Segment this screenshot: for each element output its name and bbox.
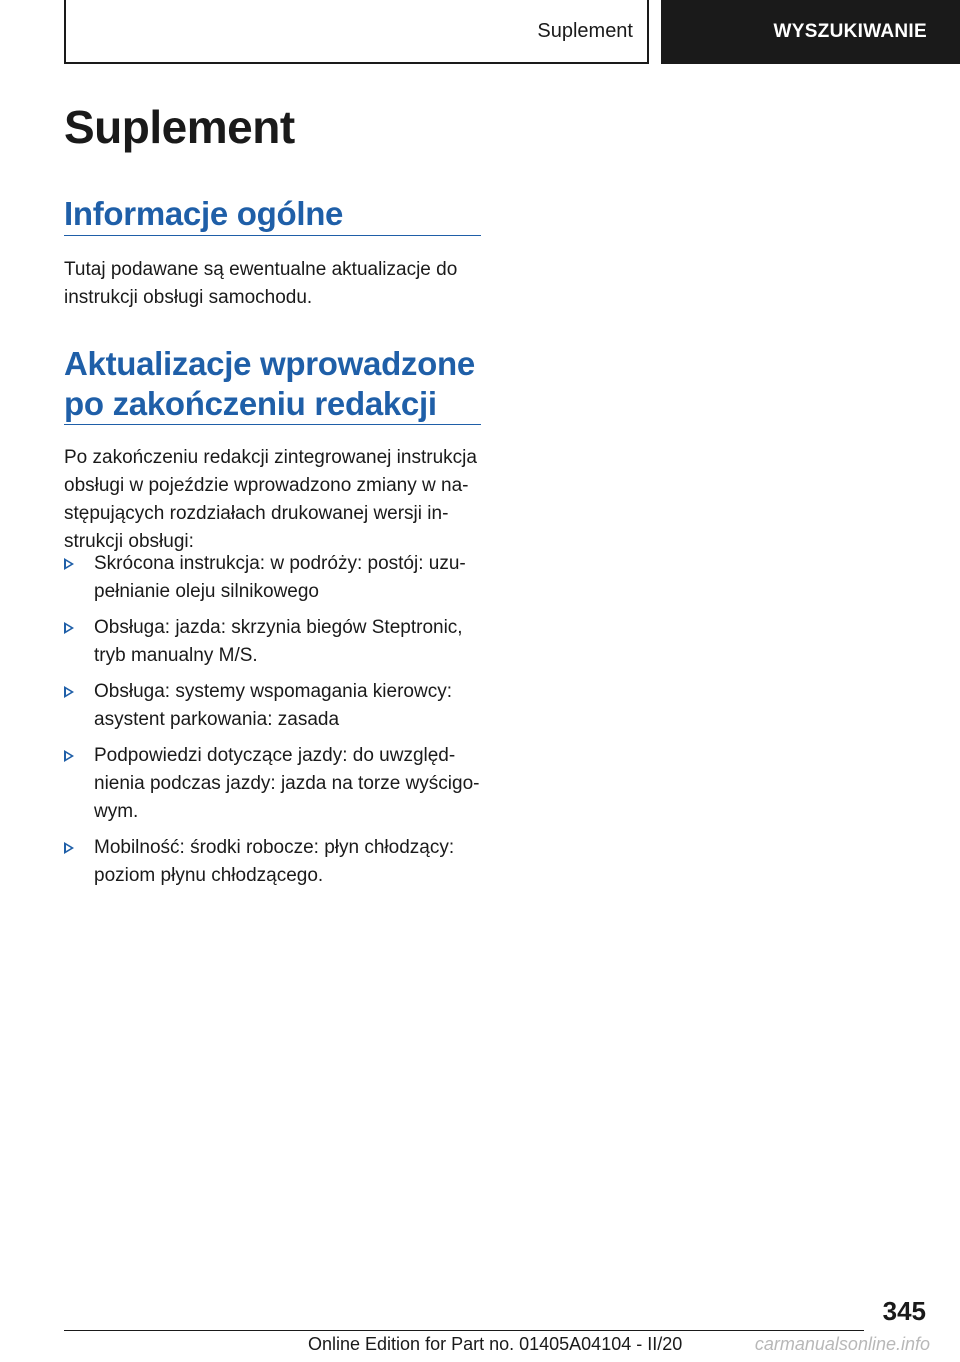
list-item-text: Mobilność: środki robocze: płyn chłodzący: poziom płynu chłodzącego.	[94, 837, 455, 886]
triangle-bullet-icon	[64, 750, 74, 762]
list-item	[64, 614, 482, 670]
list-item-text: Obsługa: jazda: skrzynia biegów Steptronic, tryb manualny M/S.	[94, 617, 463, 666]
section-tab[interactable]: Suplement	[64, 0, 649, 64]
list-item-text: Podpowiedzi dotyczące jazdy: do uwzględnienia podczas jazdy: jazda na torze wyścigowym.	[94, 745, 480, 822]
section-paragraph-updates: Po zakończeniu redakcji zintegrowanej instrukcja obsługi w pojeździe wprowadzono zmiany w następujących rozdziałach drukowanej wersji instrukcji obsługi:	[64, 447, 477, 552]
section-heading-updates: Aktualizacje wprowadzone po zakończeniu redakcji	[64, 345, 475, 422]
list-item-text: Skrócona instrukcja: w podróży: postój: uzupełnianie oleju silnikowego	[94, 553, 466, 602]
triangle-bullet-icon	[64, 842, 74, 854]
list-item	[64, 678, 482, 734]
list-item	[64, 742, 482, 826]
watermark: carmanualsonline.info	[754, 1334, 930, 1354]
triangle-bullet-icon	[64, 686, 74, 698]
footer-divider	[64, 1330, 864, 1331]
list-item	[64, 834, 482, 890]
page-header	[0, 0, 960, 66]
triangle-bullet-icon	[64, 622, 74, 634]
page-number: 345	[882, 1296, 926, 1326]
section-heading-general: Informacje ogólne	[64, 195, 344, 232]
triangle-bullet-icon	[64, 558, 74, 570]
search-button[interactable]: WYSZUKIWANIE	[661, 0, 960, 64]
list-item	[64, 550, 482, 606]
section-divider	[64, 235, 481, 236]
edition-text: Online Edition for Part no. 01405A04104 - II/20	[308, 1334, 683, 1354]
page-title: Suplement	[64, 101, 295, 153]
section-paragraph-general: Tutaj podawane są ewentualne aktualizacje do instrukcji obsługi samochodu.	[64, 259, 458, 308]
updates-list	[64, 550, 482, 898]
list-item-text: Obsługa: systemy wspomagania kierowcy: asystent parkowania: zasada	[94, 681, 452, 730]
section-divider	[64, 424, 481, 425]
